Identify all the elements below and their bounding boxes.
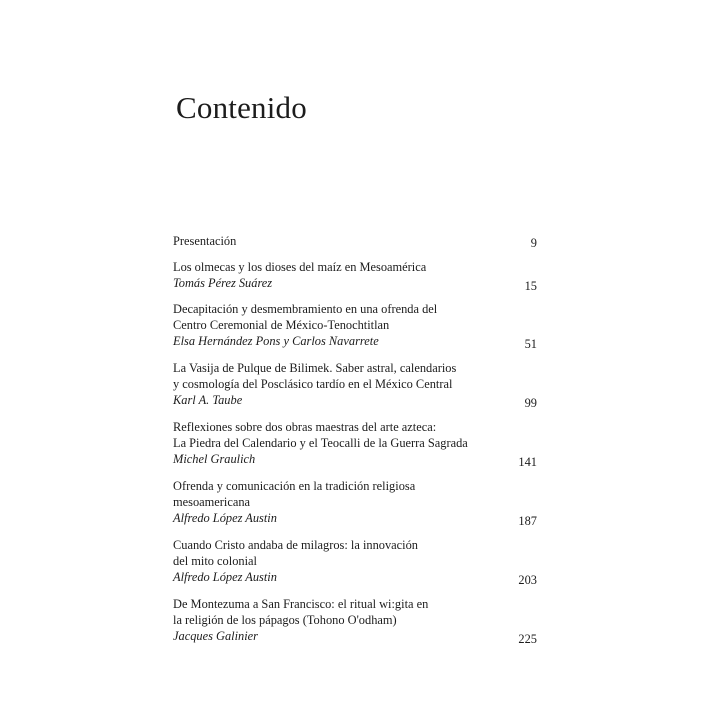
toc-entry	[173, 537, 537, 585]
toc-entry	[173, 360, 537, 408]
page-number: 15	[524, 279, 537, 293]
page-number: 9	[530, 236, 537, 250]
entry-title-line: Presentación	[173, 234, 237, 248]
entry-author: Alfredo López Austin	[173, 511, 277, 525]
entry-title-line: Ofrenda y comunicación en la tradición religiosa	[173, 479, 416, 493]
page-number: 141	[518, 455, 537, 469]
page-number: 225	[518, 632, 537, 646]
entry-author: Karl A. Taube	[173, 393, 243, 407]
entry-title-line: De Montezuma a San Francisco: el ritual wi:gita en	[173, 597, 429, 611]
entry-author: Michel Graulich	[173, 452, 256, 466]
entry-title-line: Reflexiones sobre dos obras maestras del arte azteca:	[173, 420, 437, 434]
page-number: 203	[518, 573, 537, 587]
page-title: Contenido	[176, 90, 307, 125]
table-of-contents	[173, 233, 537, 644]
toc-entry	[173, 259, 537, 291]
entry-title-line: La Vasija de Pulque de Bilimek. Saber astral, calendarios	[173, 361, 457, 375]
entry-title-line: Centro Ceremonial de México-Tenochtitlan	[173, 318, 390, 332]
toc-entry	[173, 478, 537, 526]
entry-title-line: mesoamericana	[173, 495, 251, 509]
page-number: 187	[518, 514, 537, 528]
toc-entry	[173, 301, 537, 349]
entry-title-line: La Piedra del Calendario y el Teocalli de la Guerra Sagrada	[173, 436, 468, 450]
entry-title-line: Los olmecas y los dioses del maíz en Mesoamérica	[173, 260, 427, 274]
entry-author: Elsa Hernández Pons y Carlos Navarrete	[173, 334, 379, 348]
toc-entry	[173, 596, 537, 644]
entry-author: Alfredo López Austin	[173, 570, 277, 584]
entry-title-line: Cuando Cristo andaba de milagros: la innovación	[173, 538, 419, 552]
entry-author: Tomás Pérez Suárez	[173, 276, 273, 290]
entry-title-line: la religión de los pápagos (Tohono O'odham)	[173, 613, 397, 627]
toc-entry	[173, 419, 537, 467]
entry-title-line: y cosmología del Posclásico tardío en el México Central	[173, 377, 453, 391]
toc-entry	[173, 233, 537, 253]
entry-title-line: del mito colonial	[173, 554, 257, 568]
page-number: 51	[524, 337, 537, 351]
page-number: 99	[524, 396, 537, 410]
entry-title-line: Decapitación y desmembramiento en una ofrenda del	[173, 302, 438, 316]
entry-author: Jacques Galinier	[173, 629, 258, 643]
